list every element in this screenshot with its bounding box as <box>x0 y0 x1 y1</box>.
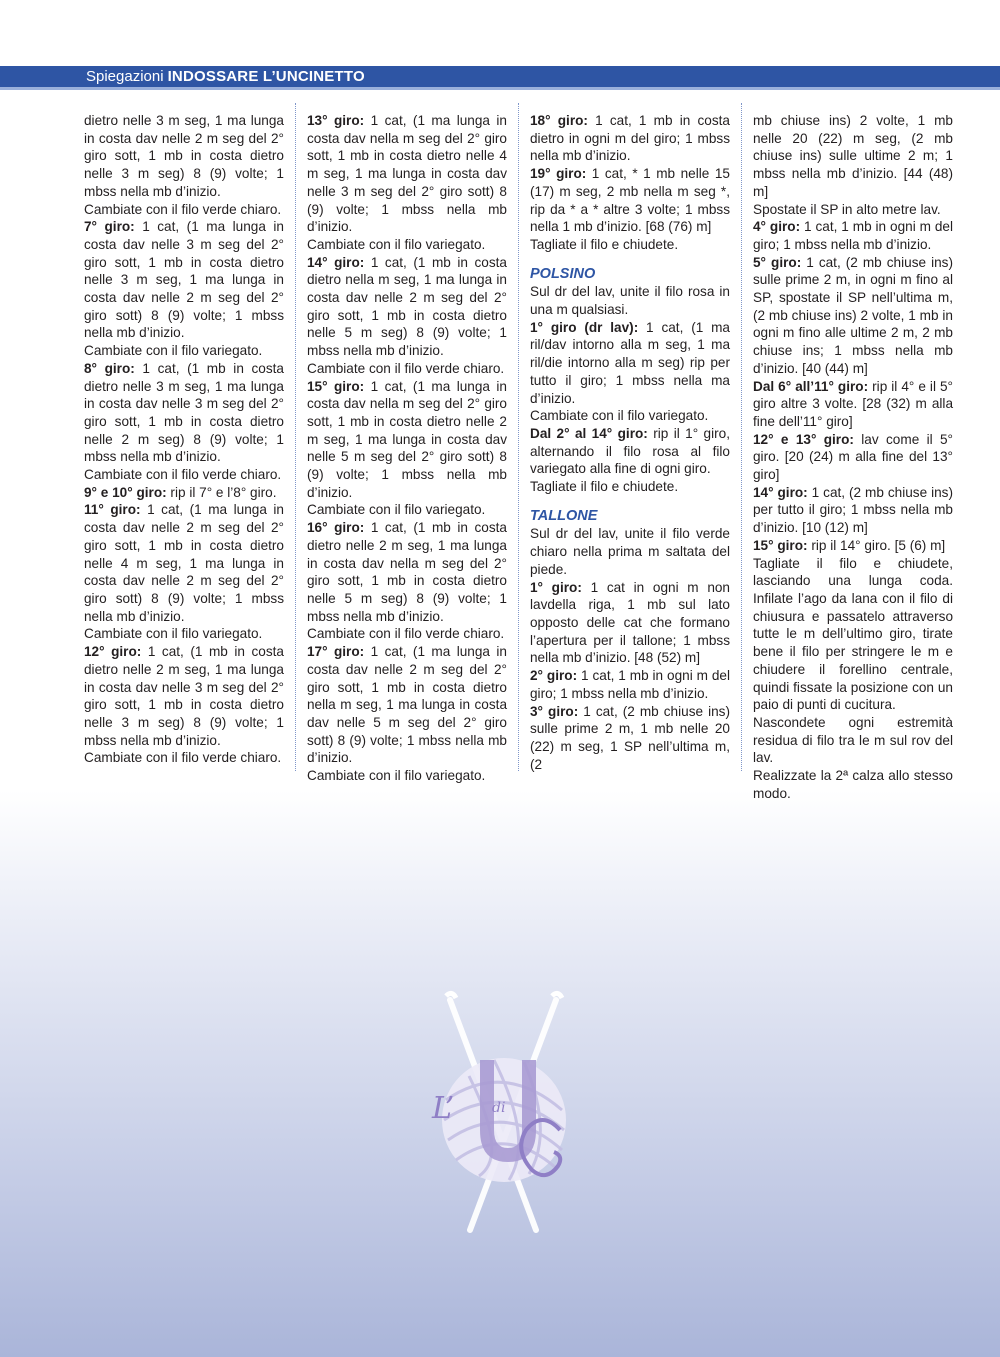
text-column-2 <box>307 112 507 785</box>
text-column-4 <box>753 112 953 802</box>
step-label: 9° e 10° giro: <box>84 484 167 500</box>
step-text: 1 cat in ogni m non lavdella riga, 1 mb sul lato opposto delle cat che formano l’apertura per il tallone; 1 mbss nella mb d’inizio. [48 (52) m] <box>530 579 730 666</box>
step-text: Cambiate con il filo verde chiaro. <box>307 360 505 376</box>
instruction-text <box>84 112 284 201</box>
instruction-step <box>307 112 507 236</box>
instruction-step <box>307 378 507 502</box>
step-label: 4° giro: <box>753 219 801 235</box>
step-text: 1 cat, 1 mb in ogni m del giro; 1 mbss nella mb d’inizio. <box>530 668 730 701</box>
step-text: 1 cat, (1 ma lunga in costa dav nelle 3 m seg del 2° giro sott, 1 mb in costa dietro nelle 3 m seg, 1 ma lunga in costa dav nelle 2 m seg del 2° giro sott) 8 (9) volte; 1 mbss nella mb d’inizio. <box>84 219 284 341</box>
step-text: rip il 14° giro. [5 (6) m] <box>807 537 946 553</box>
step-label: 13° giro: <box>307 113 365 128</box>
instruction-step <box>753 218 953 253</box>
instruction-text <box>753 201 953 219</box>
column-divider <box>295 103 296 771</box>
instruction-text <box>84 201 284 219</box>
step-text: 1 cat, (2 mb chiuse ins) per tutto il giro; 1 mbss nella mb d’inizio. [10 (12) m] <box>753 484 953 536</box>
instruction-step <box>307 254 507 360</box>
step-label: Dal 6° all’11° giro: <box>753 378 869 394</box>
step-text: 1 cat, 1 mb in ogni m del giro; 1 mbss nella mb d’inizio. <box>753 219 953 252</box>
step-label: 15° giro: <box>753 537 808 553</box>
instruction-step <box>530 667 730 702</box>
step-text: 1 cat, (1 ma lunga in costa dav nella m seg del 2° giro sott, 1 mb in costa dietro nelle 2 m seg, 1 ma lunga in costa dav nelle 5 m seg del 2° giro sott) 8 (9) volte; 1 mbss nella mb d’inizio. <box>307 378 507 500</box>
instruction-step <box>753 378 953 431</box>
step-text: rip il 4° e il 5° giro altre 3 volte. [28 (32) m alla fine dell’11° giro] <box>753 378 953 429</box>
step-text: Cambiate con il filo variegato. <box>307 768 486 784</box>
step-label: 11° giro: <box>84 502 141 518</box>
instruction-step <box>530 425 730 478</box>
step-text: 1 cat, (1 mb in costa dietro nelle 2 m seg, 1 ma lunga in costa dav nelle 3 m seg del 2° giro sott, 1 mb in costa dietro nelle 3 m seg) 8 (9) volte; 1 mbss nella mb d’inizio. <box>84 644 284 748</box>
step-text: Cambiate con il filo variegato. <box>307 502 486 518</box>
step-label: 18° giro: <box>530 113 588 128</box>
instruction-text <box>84 625 284 643</box>
instruction-text <box>753 112 953 201</box>
step-text: Tagliate il filo e chiudete. <box>530 236 679 252</box>
instruction-step <box>530 579 730 668</box>
instruction-text <box>530 407 730 425</box>
step-text: Spostate il SP in alto metre lav. <box>753 201 941 217</box>
instruction-text <box>84 466 284 484</box>
section-heading: POLSINO <box>530 265 596 282</box>
step-text: 1 cat, (1 ma lunga in costa dav nelle 2 m seg del 2° giro sott, 1 mb in costa dietro nelle 4 m seg, 1 ma lunga in costa dav nelle 2 m seg del 2° giro sott) 8 (9) volte; 1 mbss nella mb d’inizio. <box>84 502 284 624</box>
step-text: 1 cat, 1 mb in costa dietro in ogni m del giro; 1 mbss nella mb d’inizio. <box>530 113 730 164</box>
step-text: Sul dr del lav, unite il filo verde chiaro nella prima m saltata del piede. <box>530 526 730 577</box>
svg-text:di: di <box>492 1100 506 1116</box>
step-label: 2° giro: <box>530 668 578 684</box>
instruction-text <box>307 236 507 254</box>
yarn-ball-logo <box>424 990 584 1240</box>
header-bar <box>0 66 1000 90</box>
instruction-step <box>530 112 730 165</box>
step-label: 12° e 13° giro: <box>753 431 854 447</box>
instruction-text <box>530 525 730 578</box>
instruction-step <box>84 218 284 342</box>
instruction-text <box>753 714 953 767</box>
instruction-text <box>307 625 507 643</box>
instruction-text <box>530 283 730 318</box>
instruction-text <box>84 342 284 360</box>
instruction-step <box>753 537 953 555</box>
instruction-step <box>530 703 730 774</box>
step-text: lav come il 5° giro. [20 (24) m alla fine del 13° giro] <box>753 431 953 483</box>
step-label: 1° giro: <box>530 579 582 595</box>
step-label: 14° giro: <box>307 254 365 270</box>
text-column-1 <box>84 112 284 767</box>
step-label: 8° giro: <box>84 360 135 376</box>
page-header-title <box>86 66 365 87</box>
step-text: Realizzate la 2ª calza allo stesso modo. <box>753 768 953 801</box>
step-label: 7° giro: <box>84 219 135 235</box>
instruction-step <box>84 643 284 749</box>
text-column-3 <box>530 112 730 773</box>
step-text: 1 cat, (1 mb in costa dietro nelle 3 m seg, 1 ma lunga in costa dav nelle 3 m seg del 2° giro sott, 1 mb in costa dietro nelle 2 m seg) 8 (9) volte; 1 mbss nella mb d’inizio. <box>84 360 284 465</box>
step-text: rip il 7° e l’8° giro. <box>166 484 277 500</box>
section-heading: TALLONE <box>530 507 598 524</box>
step-label: 12° giro: <box>84 644 142 660</box>
step-text: Cambiate con il filo verde chiaro. <box>84 467 282 483</box>
step-text: Sul dr del lav, unite il filo rosa in una m qualsiasi. <box>530 284 730 318</box>
svg-text:L’: L’ <box>432 1091 455 1126</box>
instruction-step <box>307 643 507 767</box>
step-text: Nascondete ogni estremità residua di filo tra le m sul rov del lav. <box>753 714 953 766</box>
column-divider <box>741 103 742 771</box>
step-label: 3° giro: <box>530 703 579 719</box>
step-label: 5° giro: <box>753 254 802 270</box>
instruction-step <box>530 319 730 408</box>
instruction-step <box>753 431 953 484</box>
step-text: rip il 1° giro, alternando il filo rosa al filo variegato alla fine di ogni giro. <box>530 425 730 477</box>
step-text: Cambiate con il filo verde chiaro. <box>84 750 282 766</box>
instruction-text <box>84 749 284 767</box>
step-text: 1 cat, (1 ma lunga in costa dav nelle 2 m seg del 2° giro sott, 1 mb in costa dietro nella m seg, 1 ma lunga in costa dav nelle 5 m seg del 2° giro sott) 8 (9) volte; 1 mbss nella mb d’inizio. <box>307 644 507 766</box>
step-text: dietro nelle 3 m seg, 1 ma lunga in costa dav nelle 2 m seg del 2° giro sott, 1 mb in costa dietro nelle 3 m seg) 8 (9) volte; 1 mbss nella mb d’inizio. <box>84 113 284 199</box>
step-text: 1 cat, * 1 mb nelle 15 (17) m seg, 2 mb nella m seg *, rip da * a * altre 3 volte; 1 mbss nella 1 mb d’inizio. [68 (76) m] <box>530 166 730 235</box>
instruction-step <box>84 501 284 625</box>
instruction-text <box>753 767 953 802</box>
step-text: Cambiate con il filo variegato. <box>84 626 263 642</box>
instruction-text <box>530 478 730 496</box>
step-text: Cambiate con il filo verde chiaro. <box>84 201 282 217</box>
step-text: Cambiate con il filo variegato. <box>84 343 263 359</box>
step-text: 1 cat, (2 mb chiuse ins) sulle prime 2 m, 1 mb nelle 20 (22) m seg, 1 SP nell’ultima m, (2 <box>530 703 730 772</box>
step-label: 17° giro: <box>307 644 365 660</box>
step-text: Tagliate il filo e chiudete, lasciando una lunga coda. Infilate l’ago da lana con il filo di chiusura e passatelo attraverso tutte le m dell’ultimo giro, tirate bene il filo per stringere le m e chiudere il forellino centrale, quindi fissate la posizione con un paio di punti di cucitura. <box>753 555 953 713</box>
step-text: Tagliate il filo e chiudete. <box>530 479 679 495</box>
instruction-step <box>753 254 953 378</box>
step-label: 14° giro: <box>753 484 808 500</box>
step-text: 1 cat, (2 mb chiuse ins) sulle prime 2 m, in ogni m fino al SP, spostate il SP nell’ultima m, (2 mb chiuse ins) 2 volte, 1 mb in ogni m fino alle ultime 2 m, 2 mb chiuse ins; 1 mbss nella mb d’inizio. [40 (44) m] <box>753 254 953 376</box>
step-text: Cambiate con il filo variegato. <box>530 408 709 424</box>
instruction-text <box>307 767 507 785</box>
step-text: Cambiate con il filo verde chiaro. <box>307 626 505 642</box>
instruction-step <box>530 165 730 236</box>
step-text: Cambiate con il filo variegato. <box>307 236 486 252</box>
step-text: 1 cat, (1 ma ril/dav intorno alla m seg, 1 ma ril/die intorno alla m seg) rip per tutto il giro; 1 mbss nella ma d’inizio. <box>530 319 730 406</box>
header-prefix: Spiegazioni <box>86 68 164 85</box>
instruction-step <box>84 484 284 502</box>
instruction-step <box>84 360 284 466</box>
step-text: 1 cat, (1 ma lunga in costa dav nella m seg del 2° giro sott, 1 mb in costa dietro nelle 4 m seg, 1 ma lunga in costa dav nelle 3 m seg del 2° giro sott) 8 (9) volte; 1 mbss nella mb d’inizio. <box>307 113 507 235</box>
instruction-step <box>753 484 953 537</box>
instruction-step <box>307 519 507 625</box>
step-label: 19° giro: <box>530 166 587 182</box>
header-title: INDOSSARE L’UNCINETTO <box>167 68 365 85</box>
instruction-text <box>530 236 730 254</box>
step-label: 1° giro (dr lav): <box>530 319 639 335</box>
instruction-text <box>307 501 507 519</box>
instruction-text <box>307 360 507 378</box>
step-label: Dal 2° al 14° giro: <box>530 425 648 441</box>
step-text: 1 cat, (1 mb in costa dietro nelle 2 m seg, 1 ma lunga in costa dav nella m seg del 2° giro sott, 1 mb in costa dietro nelle 5 m seg) 8 (9) volte; 1 mbss nella mb d’inizio. <box>307 520 507 624</box>
step-label: 15° giro: <box>307 378 365 394</box>
step-text: mb chiuse ins) 2 volte, 1 mb nelle 20 (22) m seg, (2 mb chiuse ins) sulle ultime 2 m; 1 mbss nella mb d’inizio. [44 (48) m] <box>753 113 953 199</box>
instruction-text <box>753 555 953 714</box>
step-text: 1 cat, (1 mb in costa dietro nella m seg, 1 ma lunga in costa dav nelle 2 m seg del 2° giro sott, 1 mb in costa dietro nelle 5 m seg) 8 (9) volte; 1 mbss nella mb d’inizio. <box>307 254 507 359</box>
step-label: 16° giro: <box>307 520 365 536</box>
column-divider <box>518 103 519 771</box>
